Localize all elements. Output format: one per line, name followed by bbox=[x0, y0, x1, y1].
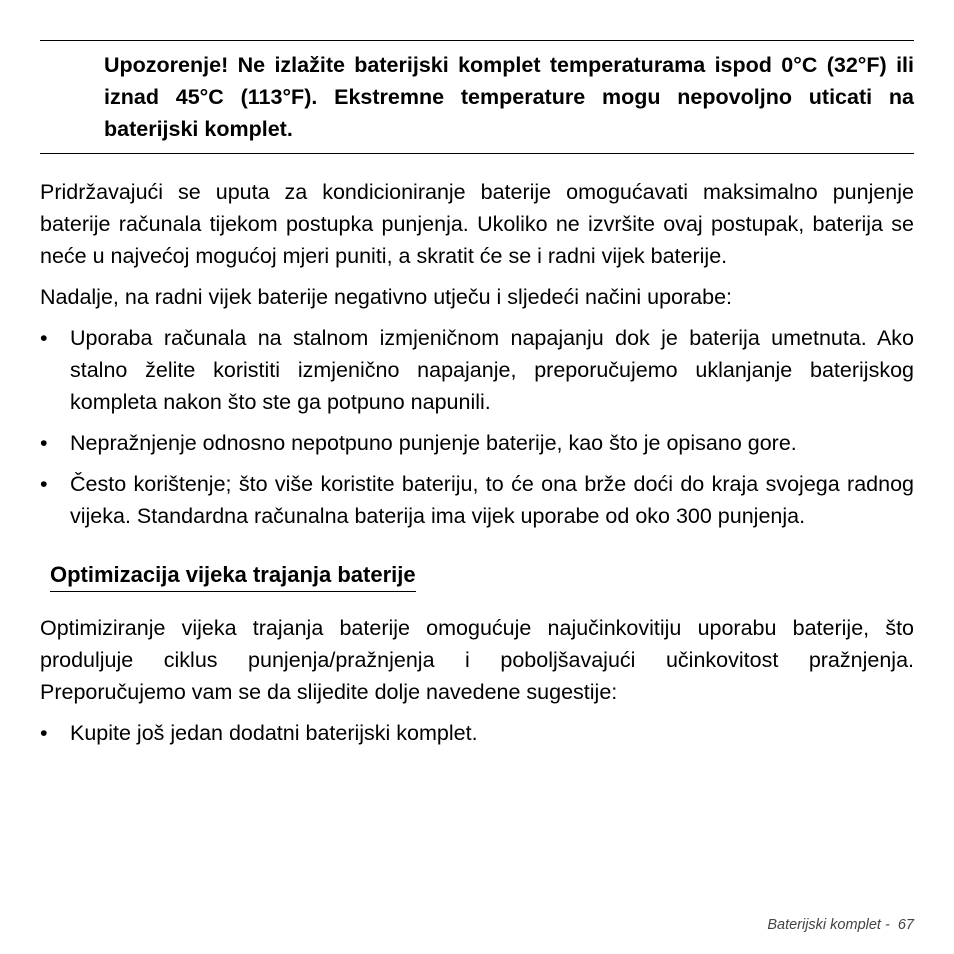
warning-box bbox=[40, 40, 914, 154]
warning-text: Upozorenje! Ne izlažite baterijski komplet temperaturama ispod 0°C (32°F) ili iznad 45°C (113°F). Ekstremne temperature mogu nepovoljno uticati na baterijski komplet. bbox=[104, 53, 914, 141]
paragraph-optimization: Optimiziranje vijeka trajanja baterije omogućuje najučinkovitiju uporabu baterije, što produljuje ciklus punjenja/pražnjenja i poboljšavajući učinkovitost pražnjenja. Preporučujemo vam se da slijedite dolje navedene sugestije: bbox=[40, 616, 914, 704]
list-item bbox=[40, 427, 914, 459]
bullet-icon: • bbox=[40, 721, 48, 745]
paragraph-negative-effects: Nadalje, na radni vijek baterije negativno utječu i sljedeći načini uporabe: bbox=[40, 285, 733, 309]
list-item-text: Nepražnjenje odnosno nepotpuno punjenje baterije, kao što je opisano gore. bbox=[70, 431, 797, 455]
page-content bbox=[40, 40, 914, 758]
section-heading: Optimizacija vijeka trajanja baterije bbox=[50, 560, 416, 592]
bullet-list-suggestions bbox=[40, 717, 914, 749]
bullet-icon: • bbox=[40, 472, 48, 496]
paragraph-conditioning: Pridržavajući se uputa za kondicioniranje baterije omogućavati maksimalno punjenje baterije računala tijekom postupka punjenja. Ukoliko ne izvršite ovaj postupak, baterija se neće u najvećoj mogućoj mjeri puniti, a skratit će se i radni vijek baterije. bbox=[40, 180, 914, 268]
list-item bbox=[40, 468, 914, 532]
list-item bbox=[40, 717, 914, 749]
bullet-list-usage bbox=[40, 322, 914, 532]
list-item-text: Često korištenje; što više koristite bateriju, to će ona brže doći do kraja svojega radnog vijeka. Standardna računalna baterija ima vijek uporabe od oko 300 punjenja. bbox=[70, 472, 914, 528]
list-item-text: Kupite još jedan dodatni baterijski komplet. bbox=[70, 721, 478, 745]
bullet-icon: • bbox=[40, 431, 48, 455]
list-item-text: Uporaba računala na stalnom izmjeničnom napajanju dok je baterija umetnuta. Ako stalno želite koristiti izmjenično napajanje, preporučujemo uklanjanje baterijskog kompleta nakon što ste ga potpuno napunili. bbox=[70, 326, 914, 414]
bullet-icon: • bbox=[40, 326, 48, 350]
page-footer: Baterijski komplet - 67 bbox=[767, 917, 914, 933]
list-item bbox=[40, 322, 914, 418]
